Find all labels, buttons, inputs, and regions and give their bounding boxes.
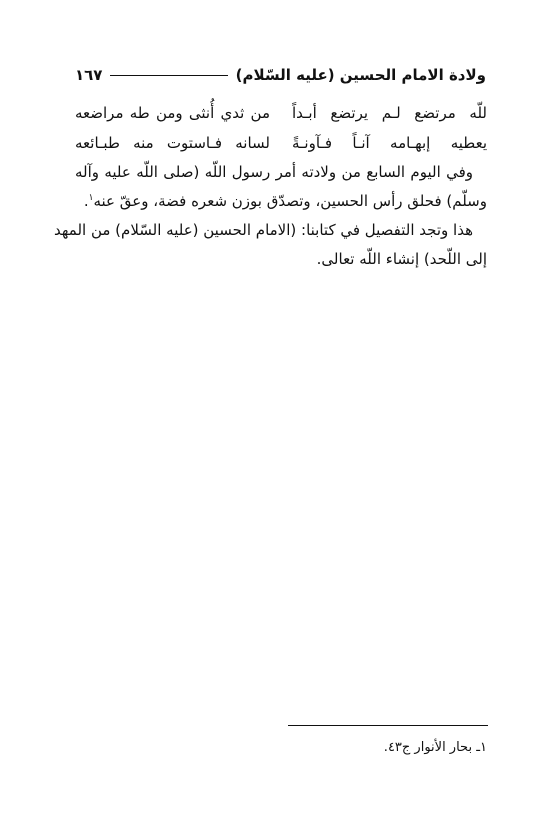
running-header [75, 62, 486, 88]
paragraph [54, 216, 487, 274]
footnote-rule [288, 725, 488, 726]
poem [75, 98, 487, 158]
paragraph-line: هذا وتجد التفصيل في كتابنا: (الامام الحسين (عليه السّلام) من المهد [54, 221, 473, 239]
poem-hemistich-second: لسانه فـاستوت منه طبـائعه [75, 134, 270, 152]
paragraph [75, 158, 487, 216]
poem-hemistich-first: للّه مرتضع لـم يرتضع أبـداً [292, 104, 487, 122]
paragraph-line: وفي اليوم السابع من ولادته أمر رسول اللّه (صلى اللّه عليه وآله [75, 163, 473, 181]
poem-hemistich-first: يعطيه إبهـامه آنـاً فـآونـةً [292, 134, 487, 152]
chapter-title: ولادة الامام الحسين (عليه السّلام) [235, 66, 486, 84]
page-number: ١٦٧ [75, 66, 103, 84]
body-text [54, 158, 487, 274]
footnote-reference[interactable]: ١ [88, 193, 94, 203]
poem-couplet [75, 98, 487, 128]
paragraph-line: إلى اللّحد) إنشاء اللّه تعالى. [316, 250, 487, 268]
footnote: ١ـ بحار الأنوار ج٤٣. [383, 740, 487, 755]
poem-hemistich-second: من ثدي أُنثى ومن طه مراضعه [75, 104, 270, 122]
header-rule [110, 75, 227, 76]
paragraph-line-end: . [83, 192, 89, 210]
paragraph-line [75, 187, 487, 216]
poem-couplet [75, 128, 487, 158]
paragraph-line-text: وسلّم) فحلق رأس الحسين، وتصدّق بوزن شعره فضة، وعقّ عنه [93, 192, 487, 210]
